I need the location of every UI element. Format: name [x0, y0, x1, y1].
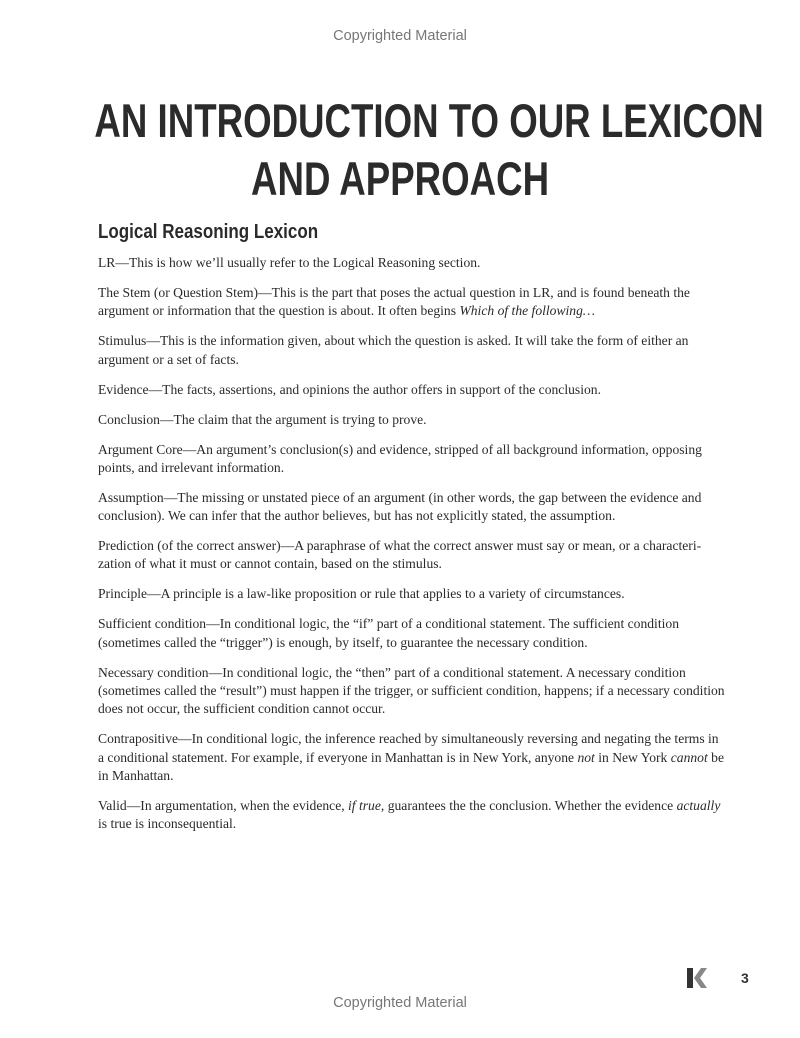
entry-text: in New York — [594, 749, 671, 765]
title-line-2: AND APPROACH — [250, 152, 550, 205]
entry-text: , guarantees the the conclusion. Whether the evidence — [380, 797, 677, 813]
title-line-1: AN INTRODUCTION TO OUR LEXICON — [94, 94, 764, 147]
entry-text: is true is inconsequential. — [98, 816, 237, 832]
lexicon-list — [98, 254, 726, 845]
entry-italic: cannot — [670, 749, 708, 765]
entry-text: be in Manhattan. — [98, 749, 724, 783]
lexicon-entry-sufficient-condition: Sufficient condition—In conditional logic, the “if” part of a conditional statement. The sufficient condition (sometimes called the “trigger”) is enough, by itself, to guarantee the necessary condition. — [98, 616, 679, 650]
lexicon-entry-stem — [98, 284, 726, 321]
entry-text: The Stem (or Question Stem)—This is the part that poses the actual question in LR, and is found beneath the argument or information that the question is about. It often begins — [98, 284, 690, 319]
copyright-header: Copyrighted Material — [333, 28, 467, 44]
lexicon-entry-valid — [98, 797, 726, 834]
lexicon-entry-contrapositive — [98, 730, 726, 785]
lexicon-entry-prediction: Prediction (of the correct answer)—A paraphrase of what the correct answer must say or mean, or a characteri-zation of what it must or cannot contain, based on the stimulus. — [98, 538, 702, 572]
entry-italic: actually — [676, 797, 721, 813]
section-heading: Logical Reasoning Lexicon — [98, 221, 319, 243]
copyright-footer: Copyrighted Material — [333, 995, 467, 1011]
lexicon-entry-evidence: Evidence—The facts, assertions, and opinions the author offers in support of the conclusion. — [98, 381, 601, 397]
lexicon-entry-conclusion: Conclusion—The claim that the argument is trying to prove. — [98, 411, 427, 427]
lexicon-entry-principle: Principle—A principle is a law-like proposition or rule that applies to a variety of circumstances. — [98, 586, 625, 602]
page-title — [0, 92, 800, 208]
page-number: 3 — [741, 970, 749, 986]
entry-italic: Which of the following… — [459, 303, 595, 319]
entry-text: Valid—In argumentation, when the evidence, — [98, 797, 349, 813]
entry-italic: not — [577, 749, 595, 765]
lexicon-entry-necessary-condition: Necessary condition—In conditional logic, the “then” part of a conditional statement. A necessary condition (sometimes called the “result”) must happen if the trigger, or sufficient condition, happens; if a necessary condition does not occur, the sufficient condition cannot occur. — [98, 664, 725, 717]
lexicon-entry-assumption: Assumption—The missing or unstated piece of an argument (in other words, the gap between the evidence and conclusion). We can infer that the author believes, but has not explicitly stated, the assumption. — [98, 489, 702, 524]
lexicon-entry-lr: LR—This is how we’ll usually refer to the Logical Reasoning section. — [98, 255, 481, 270]
lexicon-entry-argument-core: Argument Core—An argument’s conclusion(s) and evidence, stripped of all background information, opposing points, and irrelevant information. — [98, 441, 702, 475]
entry-text: Contrapositive—In conditional logic, the inference reached by simultaneously reversing and negating the terms in a conditional statement. For example, if everyone in Manhattan is in New York, anyone — [98, 731, 719, 765]
entry-italic: if true — [348, 797, 381, 813]
lexicon-entry-stimulus: Stimulus—This is the information given, about which the question is asked. It will take the form of either an argument or a set of facts. — [98, 333, 689, 367]
kaplan-logo-icon — [686, 967, 708, 989]
